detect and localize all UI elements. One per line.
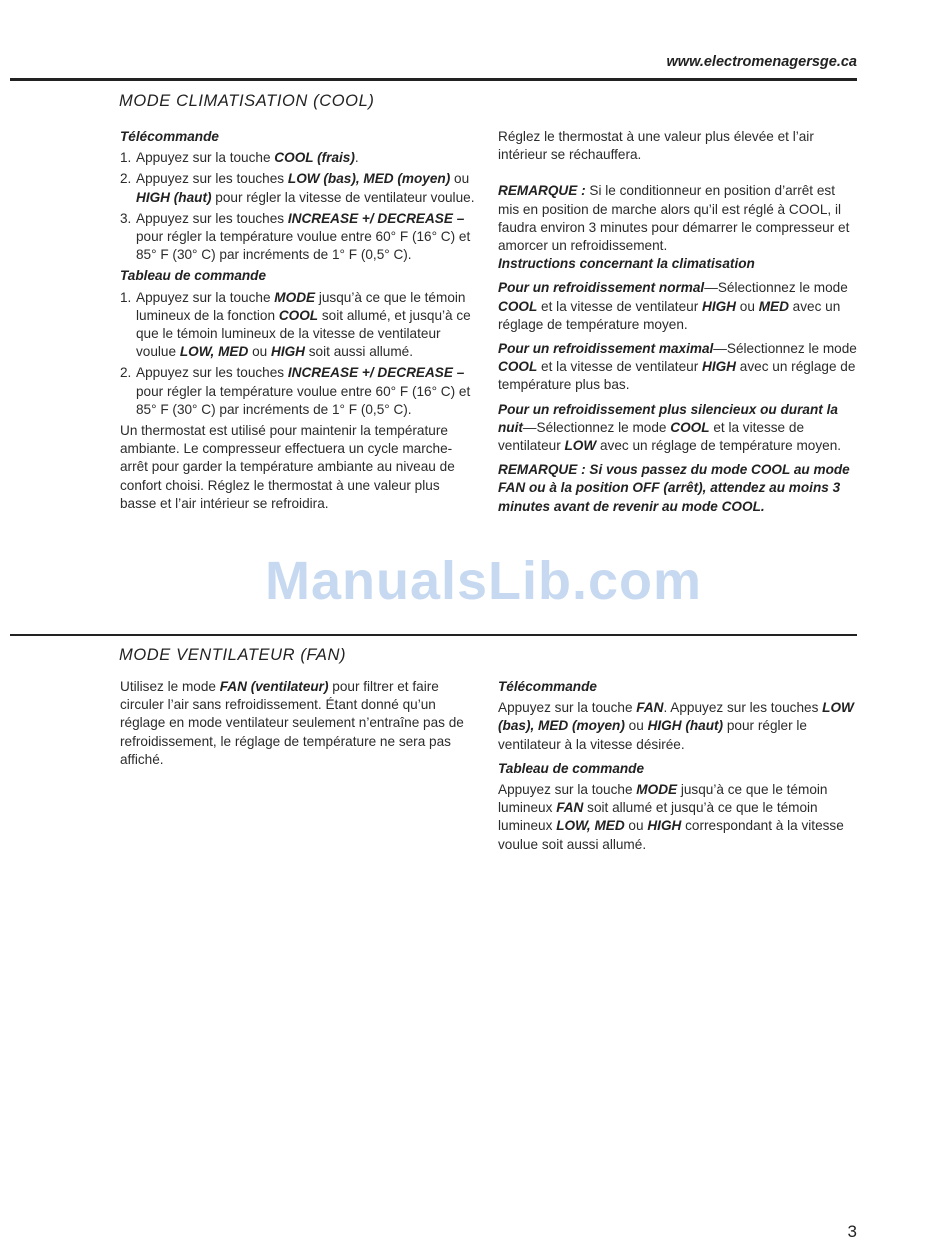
list-item: 3. Appuyez sur les touches INCREASE +/ DECREASE – pour régler la température voulue entre 60° F (16° C) et 85° F (30° C) par incréments de 1° F (0,5° C).	[120, 210, 484, 263]
list-item: 1. Appuyez sur la touche COOL (frais).	[120, 150, 359, 166]
header-url[interactable]: www.electromenagersge.ca	[666, 54, 857, 70]
remote-heading: Télécommande	[120, 129, 219, 144]
thermostat-warmer-paragraph: Réglez le thermostat à une valeur plus élevée et l’air intérieur se réchauffera.	[498, 129, 814, 163]
watermark: ManualsLib.com	[265, 551, 703, 611]
note-mode-change: REMARQUE : Si vous passez du mode COOL au mode FAN ou à la position OFF (arrêt), attendez au moins 3 minutes avant de revenir au mode COOL.	[498, 462, 850, 514]
cool-left-column	[120, 128, 484, 513]
fan-panel-paragraph: Appuyez sur la touche MODE jusqu’à ce que le témoin lumineux FAN soit allumé et jusqu’à ce que le témoin lumineux LOW, MED ou HIGH correspondant à la vitesse voulue soit aussi allumé.	[498, 782, 844, 852]
fan-intro-paragraph: Utilisez le mode FAN (ventilateur) pour filtrer et faire circuler l’air sans refroidissement. Étant donné qu’un réglage en mode ventilateur seulement n’entraîne pas de refroidissement, le réglage de température ne sera pas affiché.	[120, 679, 464, 767]
fan-remote-heading: Télécommande	[498, 679, 597, 694]
quiet-cooling: Pour un refroidissement plus silencieux ou durant la nuit—Sélectionnez le mode COOL et la vitesse de ventilateur LOW avec un réglage de température moyen.	[498, 401, 842, 454]
normal-cooling: Pour un refroidissement normal—Sélectionnez le mode COOL et la vitesse de ventilateur HIGH ou MED avec un réglage de température moyen.	[498, 280, 848, 332]
fan-panel-heading: Tableau de commande	[498, 760, 645, 776]
list-item: 2. Appuyez sur les touches INCREASE +/ DECREASE – pour régler la température voulue entre 60° F (16° C) et 85° F (30° C) par incréments de 1° F (0,5° C).	[120, 365, 484, 417]
section-divider	[10, 634, 857, 636]
panel-heading: Tableau de commande	[120, 268, 267, 284]
thermostat-paragraph: Un thermostat est utilisé pour maintenir la température ambiante. Le compresseur effectuera un cycle marche-arrêt pour garder la température ambiante au niveau de confort choisi. Réglez le thermostat à une valeur plus basse et l’air intérieur se refroidira.	[120, 423, 455, 511]
fan-left-column	[120, 678, 478, 769]
cool-right-column	[498, 128, 858, 519]
list-item: 2. Appuyez sur les touches LOW (bas), MED (moyen) ou HIGH (haut) pour régler la vitesse de ventilateur voulue.	[120, 171, 475, 205]
fan-remote-paragraph: Appuyez sur la touche FAN. Appuyez sur les touches LOW (bas), MED (moyen) ou HIGH (haut) pour régler le ventilateur à la vitesse désirée.	[498, 700, 854, 752]
section-title-fan: MODE VENTILATEUR (FAN)	[119, 646, 347, 664]
instructions-heading: Instructions concernant la climatisation	[498, 256, 755, 272]
page-number: 3	[847, 1222, 857, 1241]
fan-right-column	[498, 678, 858, 854]
list-item: 1. Appuyez sur la touche MODE jusqu’à ce que le témoin lumineux de la fonction COOL soit allumé, et jusqu’à ce que le témoin lumineux de la vitesse de ventilateur voulue LOW, MED ou HIGH soit aussi allumé.	[120, 289, 471, 360]
max-cooling: Pour un refroidissement maximal—Sélectionnez le mode COOL et la vitesse de ventilateur HIGH avec un réglage de température plus bas.	[498, 341, 857, 393]
section-title-cool: MODE CLIMATISATION (COOL)	[119, 92, 375, 110]
note-startup: REMARQUE : Si le conditionneur en position d’arrêt est mis en position de marche alors qu’il est réglé à COOL, il faudra environ 3 minutes pour démarrer le compresseur et amorcer un refroidissement.	[498, 183, 850, 254]
header-divider	[10, 78, 857, 81]
